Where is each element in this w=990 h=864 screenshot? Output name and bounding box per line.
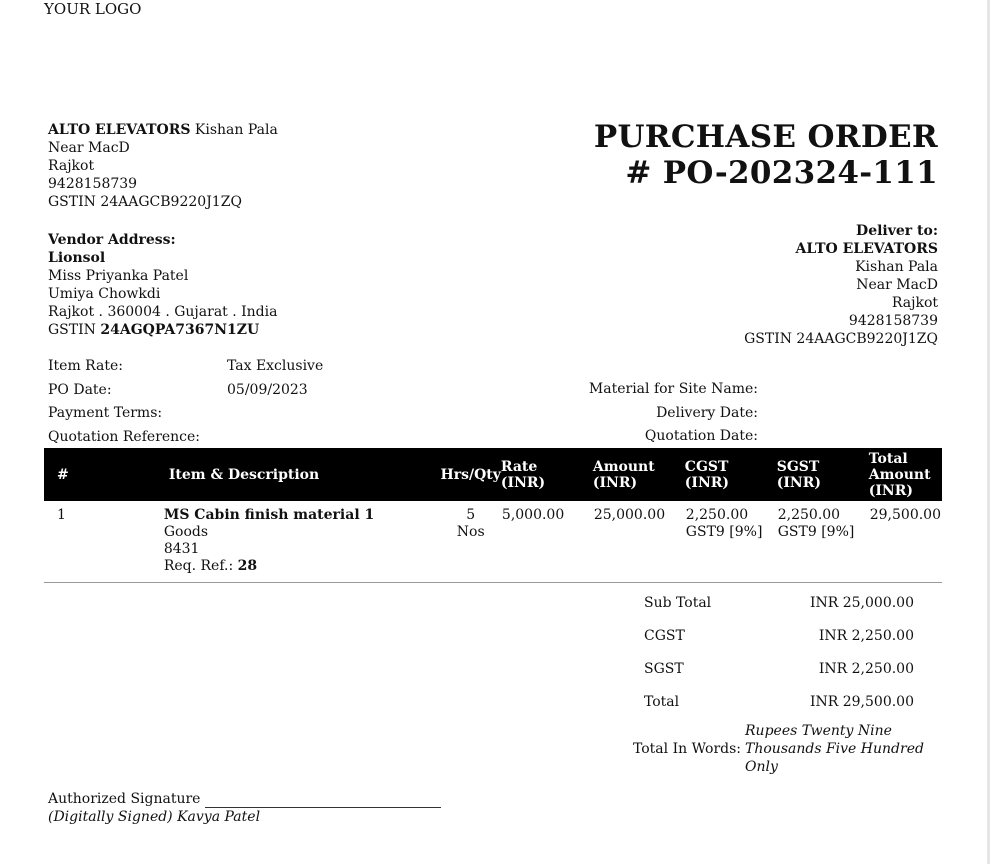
meta-label: Delivery Date: <box>656 404 758 421</box>
company-address <box>48 121 278 211</box>
row-total: 29,500.00 <box>869 507 941 523</box>
grand-total-row <box>633 692 923 725</box>
company-city: Rajkot <box>48 158 95 174</box>
deliver-to-address <box>744 222 938 348</box>
deliver-to-address-line: Near MacD <box>856 277 938 293</box>
meta-payment-terms <box>48 402 323 426</box>
header-line: (INR) <box>776 474 821 491</box>
req-ref-value: 28 <box>237 558 258 574</box>
total-in-words-value <box>741 722 925 776</box>
vendor-address <box>48 231 277 339</box>
sgst-tax: GST9 [9%] <box>777 524 855 540</box>
company-gstin: GSTIN 24AAGCB9220J1ZQ <box>48 194 242 210</box>
meta-label: Quotation Reference: <box>48 428 201 445</box>
meta-quotation-reference <box>48 426 323 450</box>
deliver-to-contact: Kishan Pala <box>855 259 938 275</box>
vendor-gstin: 24AGQPA7367N1ZU <box>100 322 260 338</box>
total-in-words <box>633 722 925 776</box>
subtotal-row <box>633 593 923 626</box>
meta-quotation-date <box>589 425 758 449</box>
sgst-value: 2,250.00 <box>777 507 841 523</box>
meta-label: PO Date: <box>48 381 112 398</box>
deliver-to-name: ALTO ELEVATORS <box>795 241 938 257</box>
po-number: # PO-202324-111 <box>625 155 938 191</box>
line-items-table <box>44 448 942 583</box>
meta-label: Quotation Date: <box>644 428 758 444</box>
header-amount <box>593 448 685 501</box>
company-name: ALTO ELEVATORS <box>48 122 191 138</box>
total-label: Sub Total <box>644 595 712 611</box>
meta-site-name <box>589 378 758 402</box>
header-line: CGST <box>684 458 729 475</box>
words-line: Rupees Twenty Nine <box>745 723 892 739</box>
total-value: INR 2,250.00 <box>818 661 914 677</box>
vendor-contact: Miss Priyanka Patel <box>48 268 189 284</box>
deliver-to-city: Rajkot <box>891 295 938 311</box>
meta-po-date <box>48 379 323 403</box>
table-header-row <box>44 448 942 501</box>
po-meta-right <box>589 378 758 449</box>
deliver-to-label: Deliver to: <box>856 223 938 239</box>
cgst-value: 2,250.00 <box>685 507 749 523</box>
header-num: # <box>44 448 163 501</box>
vendor-gstin-label: GSTIN <box>48 322 96 338</box>
qty-value: 5 <box>466 507 476 523</box>
cgst-row <box>633 626 923 659</box>
header-cgst <box>685 448 777 501</box>
total-label: Total <box>644 694 680 710</box>
meta-value: 05/09/2023 <box>227 381 308 398</box>
item-type: Goods <box>163 524 209 540</box>
vendor-label: Vendor Address: <box>48 232 176 248</box>
deliver-to-phone: 9428158739 <box>848 313 938 329</box>
header-line: Rate <box>500 458 538 475</box>
words-line: Only <box>745 759 778 775</box>
row-amount: 25,000.00 <box>593 507 666 523</box>
signed-by: (Digitally Signed) Kavya Patel <box>48 809 261 825</box>
header-sgst <box>777 448 869 501</box>
vendor-name: Lionsol <box>48 250 106 266</box>
header-line: Amount <box>592 458 655 475</box>
document-title-block <box>594 119 938 191</box>
document-title: PURCHASE ORDER <box>593 119 938 155</box>
header-line: (INR) <box>592 474 638 491</box>
row-cgst <box>685 501 777 583</box>
item-code: 8431 <box>163 541 200 557</box>
meta-item-rate <box>48 355 323 379</box>
company-phone: 9428158739 <box>48 176 138 192</box>
meta-label: Item Rate: <box>48 358 124 374</box>
row-rate: 5,000.00 <box>501 507 565 523</box>
req-ref-label: Req. Ref.: <box>163 558 234 574</box>
header-item: Item & Description <box>163 448 441 501</box>
header-qty: Hrs/Qty <box>441 448 501 501</box>
total-label: CGST <box>644 628 685 644</box>
qty-unit: Nos <box>456 524 485 540</box>
cgst-tax: GST9 [9%] <box>685 524 763 540</box>
row-num: 1 <box>57 507 66 523</box>
po-meta-left <box>48 355 323 449</box>
header-total <box>869 448 942 501</box>
header-line: (INR) <box>684 474 730 491</box>
total-value: INR 29,500.00 <box>809 694 914 710</box>
meta-label: Payment Terms: <box>48 405 163 421</box>
meta-label: Material for Site Name: <box>588 381 758 397</box>
vendor-address-line1: Umiya Chowkdi <box>48 286 161 302</box>
row-sgst <box>777 501 869 583</box>
header-line: Amount <box>868 466 931 483</box>
header-line: SGST <box>776 458 820 475</box>
words-line: Thousands Five Hundred <box>745 741 924 757</box>
sgst-row <box>633 659 923 692</box>
totals-summary <box>633 593 923 725</box>
vendor-address-line2: Rajkot . 360004 . Gujarat . India <box>48 304 278 320</box>
total-in-words-label: Total In Words: <box>633 741 742 757</box>
item-name: MS Cabin finish material 1 <box>163 507 375 523</box>
table-row <box>44 501 942 583</box>
row-qty <box>441 501 501 583</box>
total-value: INR 2,250.00 <box>818 628 914 644</box>
row-item <box>163 501 441 583</box>
total-value: INR 25,000.00 <box>809 595 914 611</box>
meta-delivery-date <box>589 402 758 426</box>
meta-value: Tax Exclusive <box>227 358 324 374</box>
header-line: (INR) <box>500 474 546 491</box>
signature-line <box>205 793 441 808</box>
signature-label: Authorized Signature <box>48 791 201 807</box>
header-line: Total <box>868 450 908 467</box>
company-contact: Kishan Pala <box>194 122 278 138</box>
total-label: SGST <box>644 661 684 677</box>
header-line: (INR) <box>868 482 913 499</box>
company-address-line: Near MacD <box>48 140 130 156</box>
deliver-to-gstin: GSTIN 24AAGCB9220J1ZQ <box>744 331 938 347</box>
signature-block <box>48 790 441 826</box>
header-rate <box>501 448 593 501</box>
logo-placeholder: YOUR LOGO <box>44 0 142 18</box>
